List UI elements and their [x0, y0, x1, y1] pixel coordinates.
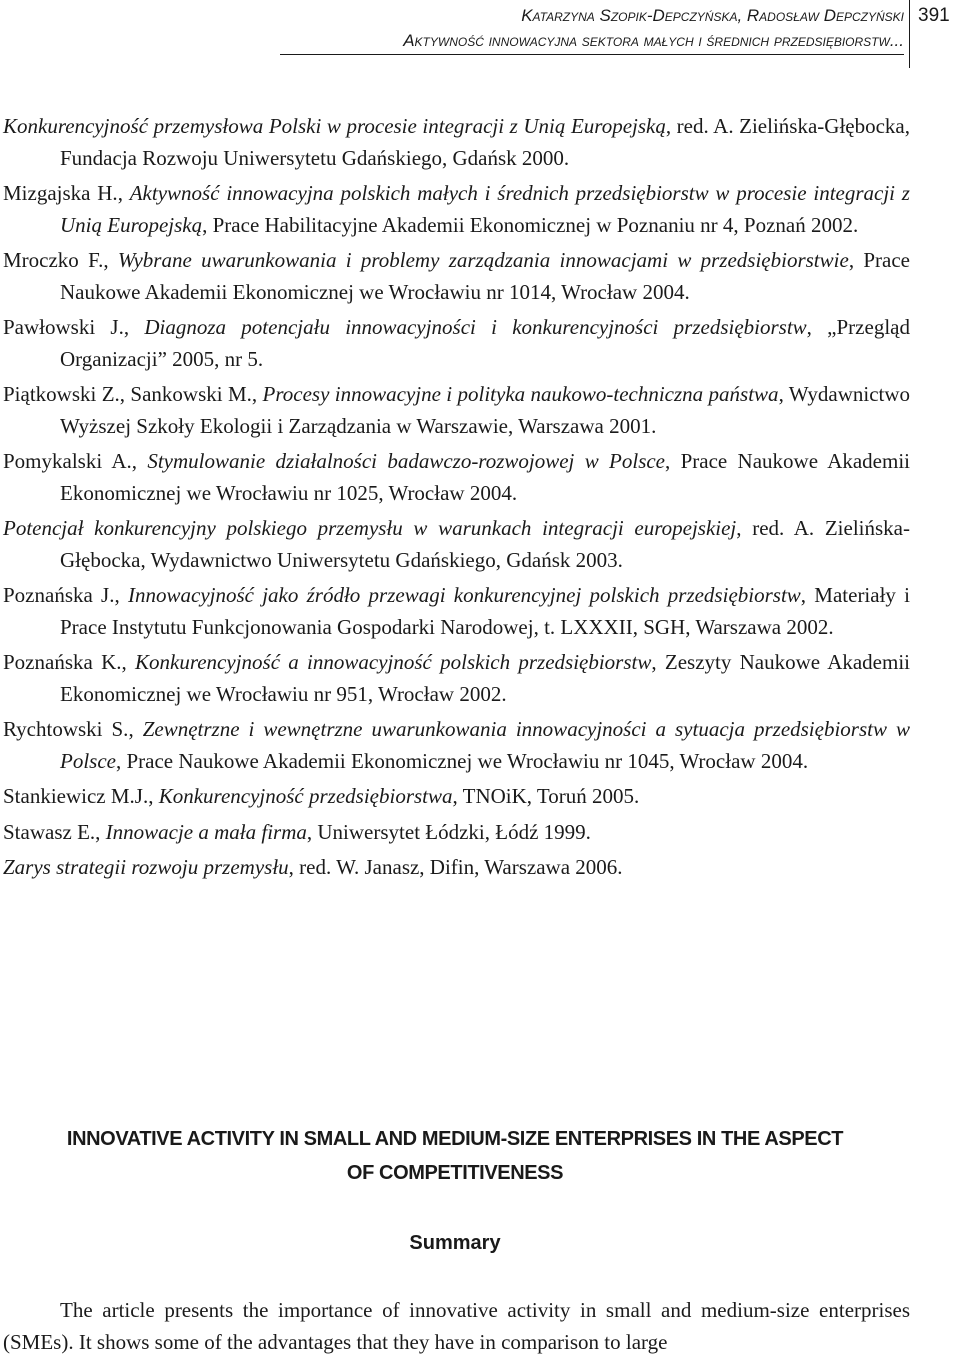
page-number: 391 [918, 5, 950, 26]
reference-text: , Prace Naukowe Akademii Ekonomicznej we Wrocławiu nr 1045, Wrocław 2004. [115, 748, 809, 773]
reference-title: Aktywność innowacyjna polskich małych i średnich przedsiębiorstw w procesie integracji z Unią Europejską [60, 181, 910, 237]
reference-text: Pawłowski J. [3, 315, 124, 339]
reference-text: , [251, 382, 263, 406]
reference-entry [3, 580, 910, 643]
reference-title: Procesy innowacyjne i polityka naukowo-techniczna państwa [262, 382, 779, 406]
reference-title: Konkurencyjność przemysłowa Polski w procesie integracji z Unią Europejską [3, 114, 666, 138]
header-authors: Katarzyna Szopik-Depczyńska, Radosław Depczyński [521, 6, 904, 25]
bibliography-list [3, 111, 910, 888]
reference-text: Pomykalski A. [3, 449, 132, 473]
english-title [0, 1122, 910, 1190]
reference-title: Wybrane uwarunkowania i problemy zarządzania innowacjami w przedsiębiorstwie [117, 248, 849, 272]
reference-text: , [95, 819, 106, 844]
reference-entry [3, 178, 910, 241]
running-header-text [403, 3, 904, 53]
reference-text: , red. A. Zielińska-Głębocka, Fundacja Rozwoju Uniwersytetu Gdańskiego, Gdańsk 2000. [60, 114, 910, 170]
reference-text: , red. W. Janasz, Difin, Warszawa 2006. [288, 855, 623, 879]
reference-text: Stankiewicz M.J. [3, 784, 149, 808]
english-title-line-2: OF COMPETITIVENESS [346, 1162, 564, 1184]
reference-title: Diagnoza potencjału innowacyjności i konkurencyjności przedsiębiorstw [144, 315, 807, 339]
reference-title: Zarys strategii rozwoju przemysłu [3, 855, 289, 879]
summary-heading: Summary [409, 1232, 501, 1254]
reference-text: , Prace Habilitacyjne Akademii Ekonomicznej w Poznaniu nr 4, Poznań 2002. [202, 212, 859, 237]
reference-text: , [117, 181, 130, 205]
reference-entry [3, 245, 910, 308]
reference-entry [3, 714, 910, 777]
reference-title: Konkurencyjność przedsiębiorstwa [158, 784, 453, 808]
reference-text: , [114, 583, 128, 607]
reference-title: Stymulowanie działalności badawczo-rozwojowej w Polsce [147, 449, 666, 473]
reference-text: Rychtowski S. [3, 717, 129, 741]
reference-text: , Prace Naukowe Akademii Ekonomicznej we Wrocławiu nr 1025, Wrocław 2004. [60, 449, 910, 505]
reference-title: Zewnętrzne i wewnętrzne uwarunkowania innowacyjności a sytuacja przedsiębiorstw w Polsce [60, 717, 910, 773]
header-rule [280, 54, 904, 55]
header-separator [909, 0, 910, 68]
reference-text: Poznańska J. [3, 583, 115, 607]
reference-entry [3, 446, 910, 509]
reference-text: , [131, 449, 148, 473]
reference-text: , [103, 248, 118, 272]
english-title-line-1: INNOVATIVE ACTIVITY IN SMALL AND MEDIUM-SIZE ENTERPRISES IN THE ASPECT [66, 1128, 844, 1150]
reference-text: Stawasz E. [3, 819, 96, 844]
reference-entry [3, 379, 910, 442]
reference-entry [3, 513, 910, 576]
header-running-title: Aktywność innowacyjna sektora małych i średnich przedsiębiorstw... [403, 31, 904, 50]
reference-text: Poznańska K. [3, 650, 122, 674]
summary-paragraph: The article presents the importance of innovative activity in small and medium-size enterprises (SMEs). It shows some of the advantages that they have in comparison to large [3, 1298, 910, 1354]
english-summary [0, 1122, 910, 1358]
reference-text: , [121, 650, 136, 674]
reference-text: , red. A. Zielińska-Głębocka, Wydawnictwo Uniwersytetu Gdańskiego, Gdańsk 2003. [60, 516, 910, 572]
reference-text: , Zeszyty Naukowe Akademii Ekonomicznej we Wrocławiu nr 951, Wrocław 2002. [60, 650, 911, 706]
reference-text: Mizgajska H. [3, 181, 118, 205]
reference-text: , TNOiK, Toruń 2005. [452, 784, 640, 808]
reference-text: , Uniwersytet Łódzki, Łódź 1999. [306, 819, 591, 844]
reference-text: , Wydawnictwo Wyższej Szkoły Ekologii i Zarządzania w Warszawie, Warszawa 2001. [60, 382, 911, 438]
reference-entry [3, 312, 910, 375]
reference-text: , „Przegląd Organizacji” 2005, nr 5. [60, 315, 910, 371]
reference-title: Konkurencyjność a innowacyjność polskich przedsiębiorstw [135, 650, 652, 674]
reference-entry [3, 111, 910, 174]
reference-text: , [123, 315, 145, 339]
reference-text: , Prace Naukowe Akademii Ekonomicznej we Wrocławiu nr 1014, Wrocław 2004. [60, 248, 910, 304]
reference-entry [3, 852, 910, 884]
reference-title: Innowacje a mała firma [105, 819, 307, 844]
reference-entry [3, 647, 910, 710]
reference-text: , Materiały i Prace Instytutu Funkcjonowania Gospodarki Narodowej, t. LXXXII, SGH, Warszawa 2002. [60, 583, 911, 639]
reference-text: Mroczko F. [3, 248, 104, 272]
reference-text: , [148, 784, 159, 808]
reference-entry [3, 781, 910, 813]
reference-text: Piątkowski Z., Sankowski M. [3, 382, 252, 406]
reference-title: Potencjał konkurencyjny polskiego przemysłu w warunkach integracji europejskiej [3, 516, 737, 540]
reference-entry [3, 817, 910, 849]
running-header [0, 0, 960, 70]
reference-title: Innowacyjność jako źródło przewagi konkurencyjnej polskich przedsiębiorstw [128, 583, 801, 607]
reference-text: , [128, 717, 143, 741]
